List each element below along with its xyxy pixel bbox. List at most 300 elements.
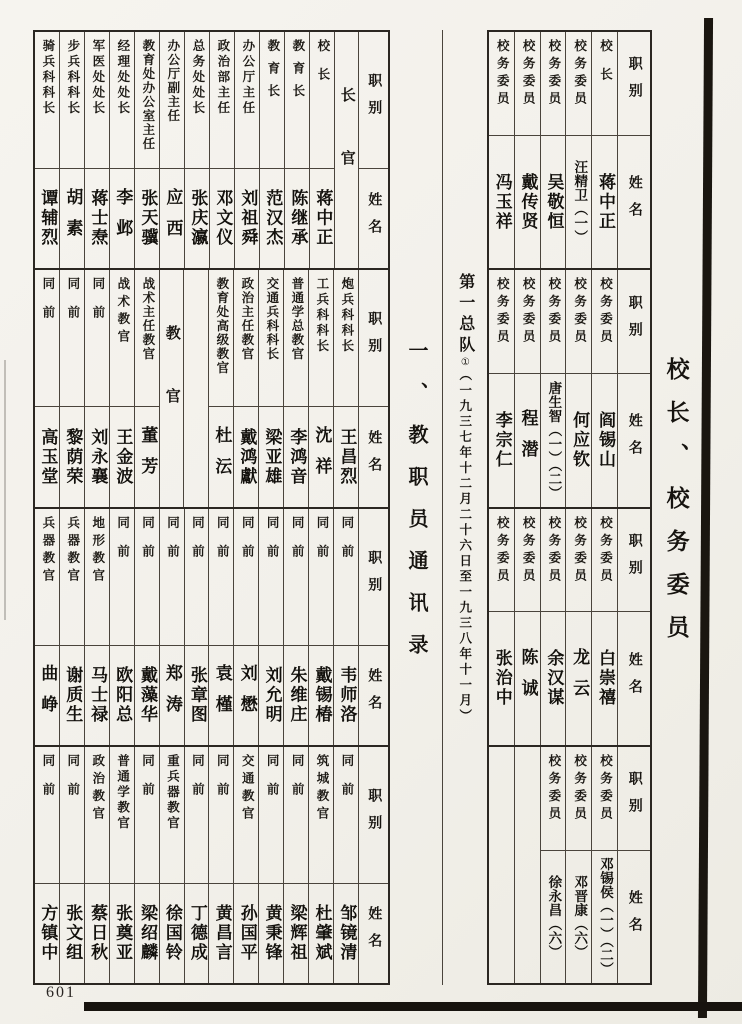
position-header-label: 职别 [626, 771, 642, 826]
name-cell [135, 169, 159, 268]
name-cell [566, 374, 591, 506]
position-label: 同前 [115, 515, 130, 573]
person-name: 张章图 [187, 665, 207, 725]
person-name: 龙云 [570, 647, 590, 710]
empty-column [514, 747, 540, 983]
position-label: 同前 [65, 277, 80, 335]
person-name: 张治中 [492, 649, 512, 708]
entry-column [84, 747, 109, 983]
position-label: 校务委员 [572, 39, 587, 109]
position-header-cell [618, 509, 650, 613]
name-cell [566, 612, 591, 744]
category-span-cell [160, 270, 183, 506]
position-cell [110, 747, 134, 884]
position-cell [35, 270, 59, 407]
person-name: 王昌烈 [337, 427, 357, 487]
name-cell [334, 407, 358, 506]
person-name: 黄昌言 [212, 904, 232, 963]
person-name: 徐永昌（六） [546, 874, 562, 959]
table-band [489, 745, 650, 983]
name-cell [515, 374, 540, 506]
position-label: 同前 [215, 515, 230, 573]
position-cell [334, 270, 358, 407]
person-name: 梁绍麟 [138, 904, 157, 963]
position-cell [234, 509, 258, 646]
position-header-cell [359, 270, 388, 407]
position-cell [489, 270, 514, 374]
committee-table [487, 30, 652, 985]
person-name: 曲峥 [38, 664, 58, 727]
person-name: 李宗仁 [492, 411, 512, 470]
person-name: 孙国平 [237, 904, 257, 963]
position-label: 校务委员 [546, 753, 561, 824]
header-column [617, 270, 650, 506]
position-cell [35, 509, 59, 646]
position-cell [209, 747, 233, 884]
name-header-cell [618, 136, 650, 268]
position-label: 炮兵科科长 [339, 277, 354, 355]
name-cell [234, 646, 258, 745]
position-cell [284, 509, 308, 646]
position-cell [110, 32, 134, 169]
entry-column [84, 270, 109, 506]
name-cell [60, 407, 84, 506]
position-header-cell [359, 509, 388, 646]
page-edge-right [698, 18, 713, 1018]
entry-column [489, 270, 514, 506]
position-label: 校务委员 [546, 39, 561, 109]
position-label: 办公厅主任 [240, 39, 255, 117]
position-label: 校务委员 [546, 515, 561, 586]
position-label: 战术教官 [115, 277, 130, 348]
category-span-column [334, 32, 358, 268]
position-label: 同前 [290, 753, 305, 811]
name-cell [110, 884, 134, 983]
person-name: 戴锡椿 [312, 665, 332, 725]
position-label: 教育处办公室主任 [140, 39, 155, 151]
position-label: 校务委员 [598, 277, 613, 348]
chapter-title-column [652, 30, 700, 985]
person-name: 张天骥 [138, 189, 158, 248]
name-cell [284, 646, 308, 745]
name-header-label: 姓名 [366, 429, 382, 484]
entry-column [591, 270, 617, 506]
table-band [489, 507, 650, 745]
entry-column [565, 509, 591, 745]
entry-column [109, 509, 134, 745]
person-name: 应西 [163, 187, 183, 250]
person-name: 张庆瀛 [188, 189, 208, 248]
position-cell [35, 747, 59, 884]
position-cell [60, 270, 84, 407]
person-name: 蒋中正 [313, 189, 333, 248]
person-name: 蔡日秋 [88, 904, 108, 963]
position-cell [259, 270, 283, 407]
position-cell [135, 270, 159, 407]
person-name: 范汉杰 [263, 189, 283, 248]
position-cell [285, 32, 309, 169]
position-cell [566, 270, 591, 374]
name-cell [515, 612, 540, 744]
position-label: 校务委员 [572, 277, 587, 348]
position-label: 教育长 [290, 39, 305, 107]
name-cell [334, 884, 358, 983]
position-header-label: 职别 [366, 549, 382, 604]
person-name: 谢质生 [63, 665, 83, 725]
position-cell [160, 509, 184, 646]
entry-column [233, 270, 258, 506]
person-name: 陈诚 [518, 647, 538, 710]
person-name: 梁辉祖 [287, 904, 307, 963]
position-header-cell [359, 747, 388, 884]
person-name: 蒋士焘 [88, 189, 108, 248]
name-header-cell [359, 407, 388, 506]
position-header-label: 职别 [626, 532, 642, 587]
empty-cell [515, 747, 540, 983]
person-name: 沈祥 [312, 425, 332, 488]
person-name: 刘永襄 [88, 427, 108, 487]
position-label: 同前 [215, 753, 230, 811]
name-cell [259, 407, 283, 506]
name-cell [489, 374, 514, 506]
person-name: 王金波 [113, 427, 133, 487]
entry-column [309, 32, 334, 268]
name-cell [592, 851, 617, 983]
name-cell [235, 169, 259, 268]
header-column [617, 509, 650, 745]
category-label: 长官 [338, 87, 355, 214]
name-header-cell [618, 851, 650, 983]
position-cell [209, 270, 233, 407]
entry-column [35, 32, 59, 268]
person-name: 张奠亚 [113, 904, 133, 963]
entry-column [514, 509, 540, 745]
position-cell [160, 32, 184, 169]
person-name: 方镇中 [38, 904, 58, 963]
person-name: 邓锡侯（一）（二） [598, 857, 614, 977]
person-name: 白崇禧 [595, 649, 615, 708]
person-name: 黎荫荣 [63, 427, 83, 487]
name-cell [234, 884, 258, 983]
position-label: 校务委员 [598, 753, 613, 824]
name-cell [185, 169, 209, 268]
position-cell [185, 747, 209, 884]
position-cell [60, 747, 84, 884]
position-label: 校务委员 [572, 515, 587, 586]
position-cell [489, 32, 514, 136]
person-name: 黄秉锋 [262, 904, 282, 963]
position-cell [515, 509, 540, 613]
name-header-cell [618, 374, 650, 506]
position-cell [592, 32, 617, 136]
entry-column [284, 32, 309, 268]
position-label: 同前 [190, 515, 205, 573]
name-cell [310, 169, 334, 268]
position-cell [185, 32, 209, 169]
name-cell [60, 169, 84, 268]
position-label: 校务委员 [521, 515, 536, 586]
entry-column [59, 509, 84, 745]
page-edge-left [4, 360, 6, 620]
person-name: 何应钦 [570, 411, 590, 470]
position-label: 同前 [190, 753, 205, 811]
entry-column [84, 509, 109, 745]
name-header-cell [359, 884, 388, 983]
name-cell [566, 851, 591, 983]
entry-column [184, 32, 209, 268]
entry-column [308, 270, 333, 506]
position-cell [234, 747, 258, 884]
entry-column [184, 509, 209, 745]
position-label: 军医处处长 [90, 39, 105, 117]
position-label: 同前 [90, 277, 105, 335]
position-label: 筑城教官 [314, 753, 329, 824]
page-edge-bottom [84, 1002, 742, 1011]
person-name: 蒋中正 [595, 172, 615, 232]
position-cell [60, 509, 84, 646]
position-label: 校务委员 [521, 39, 536, 109]
entry-column [308, 747, 333, 983]
position-label: 同前 [314, 515, 329, 573]
position-cell [309, 509, 333, 646]
position-cell [566, 32, 591, 136]
position-cell [259, 747, 283, 884]
section-title: 一、教职员通讯录 [405, 339, 427, 676]
entry-column [109, 32, 134, 268]
entry-column [540, 509, 566, 745]
person-name: 袁槿 [212, 664, 232, 727]
entry-column [159, 509, 184, 745]
entry-column [283, 270, 308, 506]
position-label: 同前 [265, 753, 280, 811]
position-label: 校务委员 [598, 515, 613, 586]
entry-column [234, 32, 259, 268]
entry-column [208, 747, 233, 983]
person-name: 欧阳总 [113, 665, 133, 725]
entry-column [514, 32, 540, 268]
position-cell [110, 270, 134, 407]
name-cell [35, 884, 59, 983]
name-cell [209, 884, 233, 983]
person-name: 刘祖舜 [238, 189, 258, 248]
position-label: 同前 [140, 753, 155, 811]
name-cell [334, 646, 358, 745]
unit-title: 第一总队 [456, 273, 474, 357]
position-cell [259, 509, 283, 646]
person-name: 杜沄 [212, 425, 232, 488]
name-cell [592, 612, 617, 744]
person-name: 郑涛 [162, 664, 182, 727]
person-name: 马士禄 [88, 665, 108, 725]
position-label: 校长 [315, 39, 330, 96]
name-cell [85, 884, 109, 983]
name-cell [285, 169, 309, 268]
entry-column [233, 747, 258, 983]
entry-column [333, 270, 358, 506]
position-label: 工兵科科长 [314, 277, 329, 355]
position-cell [334, 747, 358, 884]
name-cell [35, 646, 59, 745]
position-header-cell [618, 747, 650, 851]
person-name: 刘允明 [262, 665, 282, 725]
entry-column [35, 747, 59, 983]
entry-column [35, 270, 59, 506]
table-band [35, 268, 388, 506]
position-label: 政治部主任 [215, 39, 230, 117]
header-column [358, 509, 388, 745]
person-name: 冯玉祥 [492, 172, 512, 232]
name-cell [110, 407, 134, 506]
position-label: 同前 [240, 515, 255, 573]
entry-column [258, 747, 283, 983]
position-cell [210, 32, 234, 169]
position-cell [309, 747, 333, 884]
header-column [358, 747, 388, 983]
entry-column [134, 270, 159, 506]
entry-column [540, 270, 566, 506]
name-cell [309, 407, 333, 506]
position-cell [515, 270, 540, 374]
category-label: 教官 [163, 325, 180, 452]
person-name: 丁德成 [187, 904, 207, 963]
page-number: 601 [46, 984, 76, 1001]
name-cell [541, 374, 566, 506]
position-cell [515, 32, 540, 136]
position-header-label: 职别 [366, 311, 382, 366]
position-label: 兵器教官 [65, 515, 80, 586]
position-cell [85, 747, 109, 884]
position-header-cell [618, 270, 650, 374]
entry-column [159, 32, 184, 268]
name-cell [160, 646, 184, 745]
position-label: 同前 [40, 277, 55, 335]
entry-column [109, 270, 134, 506]
entry-column [233, 509, 258, 745]
position-label: 校务委员 [521, 277, 536, 348]
position-cell [541, 270, 566, 374]
position-label: 同前 [339, 515, 354, 573]
name-header-cell [359, 169, 388, 268]
entry-column [258, 509, 283, 745]
position-label: 同前 [140, 515, 155, 573]
position-cell [260, 32, 284, 169]
name-cell [60, 646, 84, 745]
position-cell [541, 32, 566, 136]
position-label: 骑兵科科长 [40, 39, 55, 117]
person-name: 唐生智（一）（二） [546, 380, 562, 500]
position-cell [135, 32, 159, 169]
position-cell [592, 270, 617, 374]
person-name: 邓文仪 [213, 189, 233, 248]
person-name: 戴传贤 [518, 172, 538, 232]
name-header-cell [359, 646, 388, 745]
name-cell [135, 407, 159, 506]
table-band [35, 745, 388, 983]
position-cell [85, 509, 109, 646]
entry-column [134, 747, 159, 983]
position-label: 兵器教官 [40, 515, 55, 586]
person-name: 李鸿音 [287, 427, 307, 487]
name-cell [592, 136, 617, 268]
position-label: 校务委员 [495, 515, 510, 586]
header-column [617, 747, 650, 983]
name-cell [210, 169, 234, 268]
position-label: 政治教官 [90, 753, 105, 824]
position-label: 教育长 [265, 39, 280, 107]
name-cell [309, 884, 333, 983]
name-cell [35, 169, 59, 268]
position-header-label: 职别 [626, 56, 642, 111]
position-label: 校务委员 [495, 39, 510, 109]
position-cell [209, 509, 233, 646]
position-cell [135, 509, 159, 646]
person-name: 杜肇斌 [312, 904, 332, 963]
position-label: 普通学教官 [115, 753, 130, 832]
name-cell [284, 884, 308, 983]
person-name: 高玉堂 [38, 427, 58, 487]
name-cell [515, 136, 540, 268]
person-name: 刘懋 [237, 664, 257, 727]
position-label: 教育处高级教官 [214, 277, 229, 376]
position-label: 普通学总教官 [289, 277, 304, 362]
position-cell [284, 747, 308, 884]
name-cell [185, 884, 209, 983]
entry-column [565, 747, 591, 983]
person-name: 邓晋康（六） [572, 874, 588, 959]
section-title-column [390, 30, 443, 985]
footnote-mark: ① [459, 357, 471, 368]
position-cell [35, 32, 59, 169]
person-name: 汪精卫（一） [572, 160, 588, 245]
entry-column [591, 747, 617, 983]
entry-column [109, 747, 134, 983]
empty-column [183, 270, 208, 506]
entry-column [540, 747, 566, 983]
unit-column [443, 30, 487, 985]
person-name: 陈继承 [288, 189, 308, 248]
person-name: 张文组 [63, 904, 83, 963]
entry-column [283, 509, 308, 745]
name-cell [85, 169, 109, 268]
name-header-label: 姓名 [366, 906, 382, 961]
entry-column [283, 747, 308, 983]
table-band [35, 507, 388, 745]
name-cell [566, 136, 591, 268]
position-cell [185, 509, 209, 646]
person-name: 邹镜清 [337, 904, 357, 963]
position-header-cell [359, 32, 388, 169]
person-name: 余汉谋 [544, 649, 564, 708]
position-cell [541, 747, 566, 851]
entry-column [540, 32, 566, 268]
entry-column [209, 32, 234, 268]
empty-cell [489, 747, 514, 983]
position-cell [60, 32, 84, 169]
position-label: 办公厅副主任 [165, 39, 180, 123]
name-cell [259, 646, 283, 745]
position-label: 地形教官 [90, 515, 105, 586]
name-cell [541, 136, 566, 268]
position-cell [310, 32, 334, 169]
header-column [358, 32, 388, 268]
person-name: 朱维庄 [287, 665, 307, 725]
entry-column [159, 747, 184, 983]
position-cell [235, 32, 259, 169]
staff-roster-table [33, 30, 390, 985]
entry-column [565, 270, 591, 506]
position-label: 校务委员 [572, 753, 587, 824]
entry-column [35, 509, 59, 745]
